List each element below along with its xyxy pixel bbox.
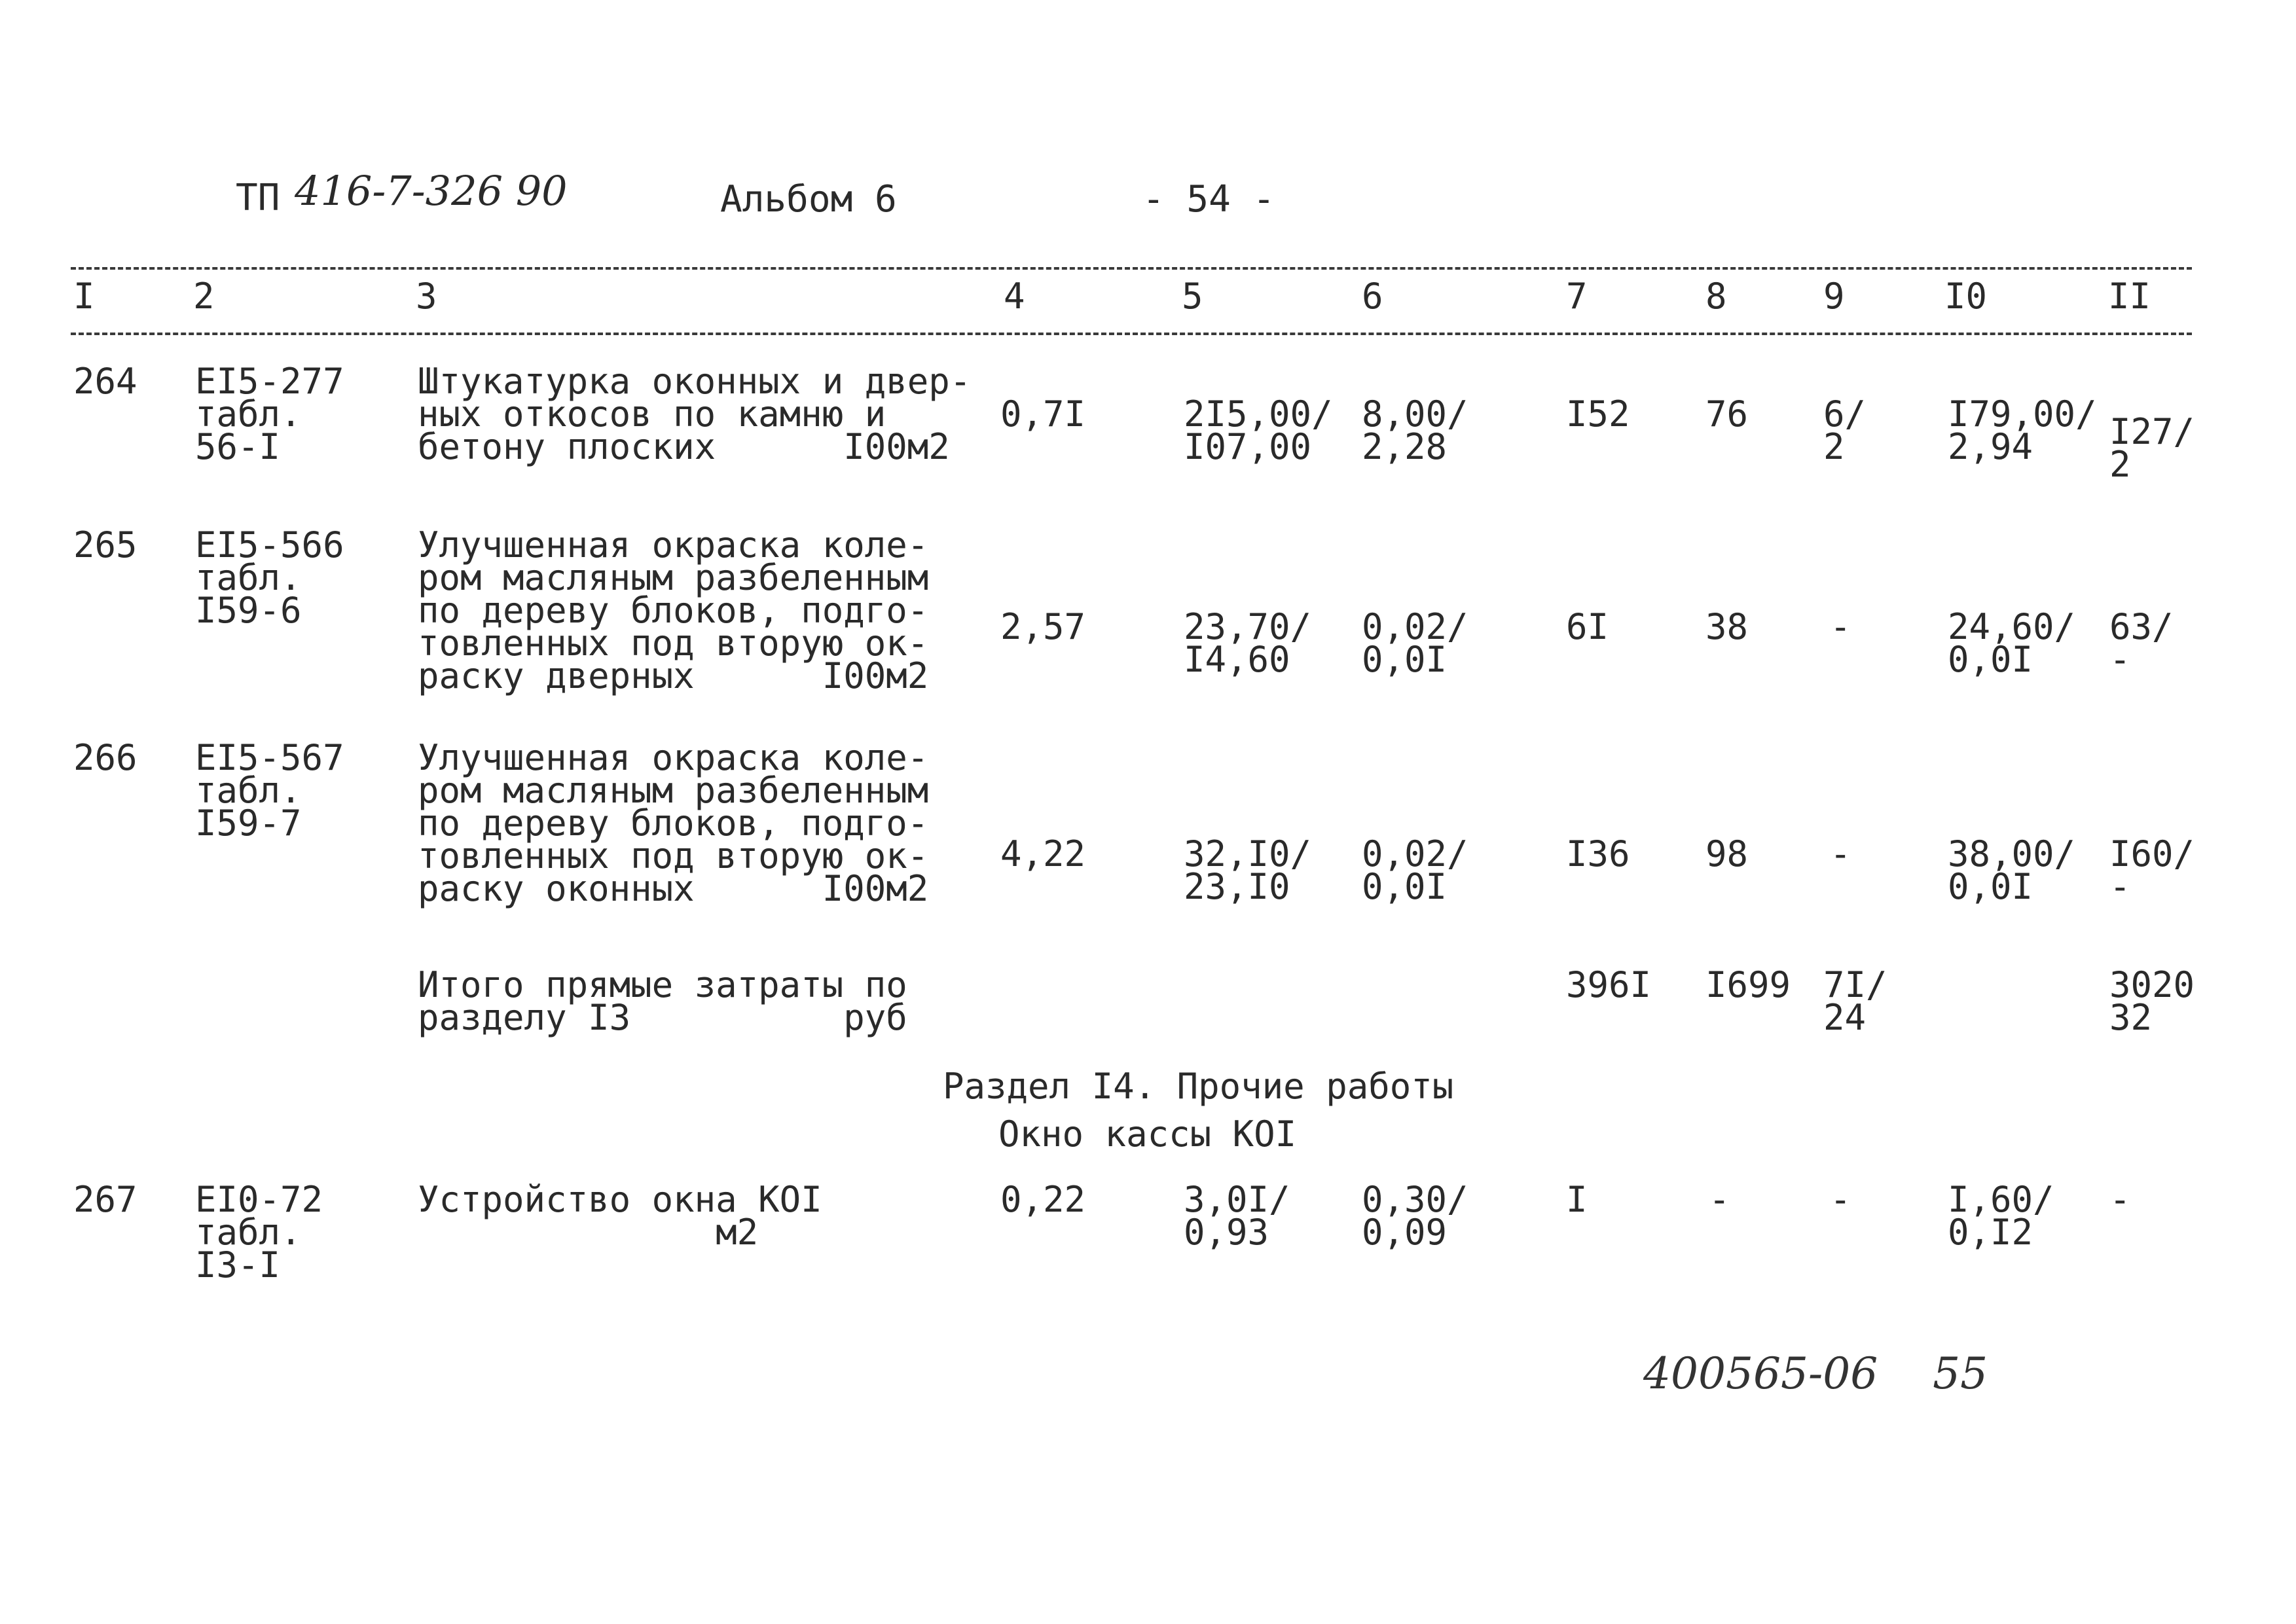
work-description: Штукатурка оконных и двер- ных откосов по камню и бетону плоских I00м2: [418, 361, 972, 467]
unit-cost: 32,I0/ 23,I0: [1184, 833, 1312, 907]
total-label: Итого прямые затраты по разделу I3 руб: [418, 964, 907, 1038]
unit-cost: 3,0I/ 0,93: [1184, 1179, 1290, 1253]
machine-total: -: [1830, 606, 1851, 647]
labor-norm: 24,60/ 0,0I: [1948, 606, 2076, 680]
machine-cost: 0,30/ 0,09: [1362, 1179, 1468, 1253]
total-cost: I52: [1566, 393, 1630, 435]
total-col9: 7I/ 24: [1823, 964, 1887, 1038]
rate-code: ЕI5-277 табл. 56-I: [195, 361, 344, 467]
labor-cost: 98: [1705, 833, 1749, 875]
labor-cost: 76: [1705, 393, 1749, 435]
quantity: 2,57: [1000, 606, 1086, 647]
col-header-10: I0: [1944, 276, 1988, 317]
total-col11: 3020 32: [2109, 964, 2195, 1038]
tp-label: ТП: [236, 177, 280, 219]
labor-norm: 38,00/ 0,0I: [1948, 833, 2076, 907]
rate-code: ЕI0-72 табл. I3-I: [195, 1179, 323, 1286]
machine-total: 6/ 2: [1823, 393, 1867, 467]
machine-cost: 0,02/ 0,0I: [1362, 833, 1468, 907]
unit-cost: 23,70/ I4,60: [1184, 606, 1312, 680]
machine-total: -: [1830, 1179, 1851, 1220]
labor-norm: I79,00/ 2,94: [1948, 393, 2097, 467]
header-bottom-rule: [71, 333, 2192, 335]
total-cost: 6I: [1566, 606, 1609, 647]
col-header-7: 7: [1566, 276, 1588, 317]
machine-cost: 8,00/ 2,28: [1362, 393, 1468, 467]
col-header-9: 9: [1823, 276, 1845, 317]
col-header-1: I: [73, 276, 95, 317]
machine-total: -: [1830, 833, 1851, 875]
album-label: Альбом 6: [720, 178, 897, 221]
row-number: 264: [73, 361, 137, 402]
col-header-8: 8: [1705, 276, 1727, 317]
quantity: 4,22: [1000, 833, 1086, 875]
labor-norm: I,60/ 0,I2: [1948, 1179, 2054, 1253]
section-subtitle: Окно кассы КОI: [998, 1113, 1297, 1155]
quantity: 0,7I: [1000, 393, 1086, 435]
section-title: Раздел I4. Прочие работы: [943, 1066, 1454, 1107]
labor-total: -: [2109, 1179, 2131, 1220]
col-header-2: 2: [193, 276, 215, 317]
labor-total: 63/ -: [2109, 606, 2174, 680]
row-number: 265: [73, 524, 137, 566]
col-header-3: 3: [416, 276, 437, 317]
col-header-6: 6: [1362, 276, 1383, 317]
col-header-4: 4: [1004, 276, 1025, 317]
work-description: Устройство окна КОI м2: [418, 1179, 822, 1253]
total-col8: I699: [1705, 964, 1791, 1005]
rate-code: ЕI5-566 табл. I59-6: [195, 524, 344, 631]
unit-cost: 2I5,00/ I07,00: [1184, 393, 1333, 467]
labor-cost: -: [1709, 1179, 1730, 1220]
col-header-11: II: [2108, 276, 2151, 317]
quantity: 0,22: [1000, 1179, 1086, 1220]
row-number: 266: [73, 737, 137, 778]
labor-cost: 38: [1705, 606, 1749, 647]
work-description: Улучшенная окраска коле- ром масляным разбеленным по дереву блоков, подго- товленных под вторую ок- раску дверных I00м2: [418, 524, 929, 696]
row-number: 267: [73, 1179, 137, 1220]
project-number-handwritten: 416-7-326 90: [295, 167, 568, 215]
rate-code: ЕI5-567 табл. I59-7: [195, 737, 344, 844]
total-col7: 396I: [1566, 964, 1652, 1005]
labor-total: I60/ -: [2109, 833, 2195, 907]
labor-total: I27/ 2: [2109, 411, 2195, 485]
col-header-5: 5: [1182, 276, 1203, 317]
work-description: Улучшенная окраска коле- ром масляным разбеленным по дереву блоков, подго- товленных под вторую ок- раску оконных I00м2: [418, 737, 929, 909]
total-cost: I36: [1566, 833, 1630, 875]
machine-cost: 0,02/ 0,0I: [1362, 606, 1468, 680]
archive-number-handwritten: 400565-06 55: [1643, 1348, 1988, 1399]
total-cost: I: [1566, 1179, 1588, 1220]
page-number: - 54 -: [1142, 178, 1275, 221]
header-top-rule: [71, 267, 2192, 270]
